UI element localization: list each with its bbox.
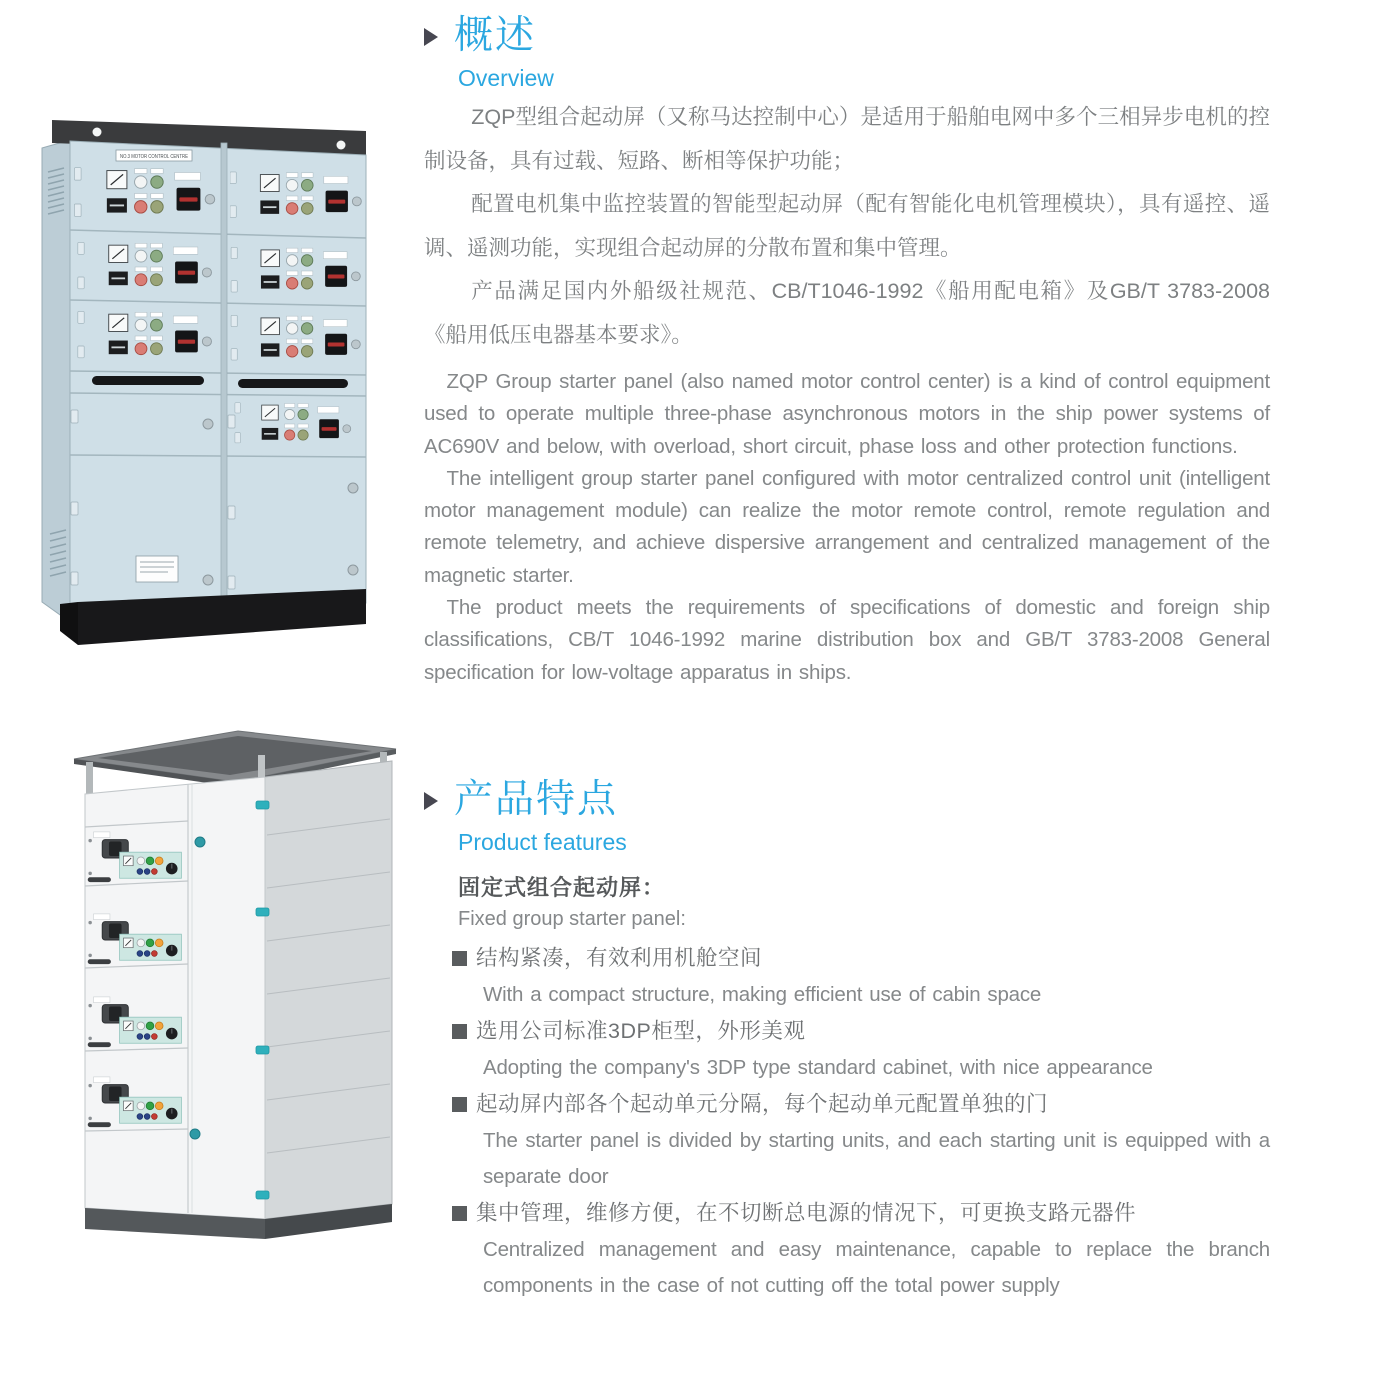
rating-nameplate	[136, 556, 178, 582]
section-arrow-icon	[424, 28, 438, 46]
cabinet1-illustration	[40, 110, 370, 655]
features-header	[424, 778, 627, 856]
feature-zh-text: 起动屏内部各个起动单元分隔，每个起动单元配置单独的门	[476, 1092, 1049, 1116]
square-bullet-icon	[452, 1097, 467, 1112]
cabinet1-label-plate	[116, 150, 192, 161]
door-lock	[348, 483, 358, 493]
overview-zh-paragraph: ZQP型组合起动屏（又称马达控制中心）是适用于船舶电网中多个三相异步电机的控制设备，具有过载、短路、断相等保护功能；	[424, 105, 1270, 173]
door-lock	[348, 565, 358, 575]
door-handle-bar	[238, 379, 348, 388]
feature-zh-text: 结构紧凑，有效利用机舱空间	[476, 946, 763, 970]
teal-knob	[190, 1129, 200, 1139]
door-lock	[203, 575, 213, 585]
feature-zh-text: 选用公司标准3DP柜型，外形美观	[476, 1019, 806, 1043]
door-lock	[203, 419, 213, 429]
square-bullet-icon	[452, 951, 467, 966]
door-handle-bar	[92, 376, 204, 385]
overview-titles	[438, 14, 554, 92]
overview-en-paragraph: The intelligent group starter panel configured with motor centralized control unit (intelligent motor management module) can realize the motor remote control, remote regulation and remote telemetry, and achieve dispersive arrangement and centralized management of the magnetic starter.	[424, 466, 1270, 587]
features-subtitle	[458, 872, 1270, 934]
overview-title-zh: 概述	[454, 14, 537, 57]
cabinet1-photo	[40, 110, 370, 655]
features-titles	[438, 778, 627, 856]
overview-zh-paragraph: 配置电机集中监控装置的智能型起动屏（配有智能化电机管理模块），具有遥控、遥调、遥测功能，实现组合起动屏的分散布置和集中管理。	[424, 192, 1270, 260]
cabinet1-side-panel	[42, 140, 70, 622]
overview-en-paragraph: The product meets the requirements of specifications of domestic and foreign ship classifications, CB/T 1046-1992 marine distribution box and GB/T 3783-2008 General specification for low-voltage apparatus in ships.	[424, 596, 1270, 684]
cabinet1-label-text: NO.3 MOTOR CONTROL CENTRE	[120, 154, 189, 160]
square-bullet-icon	[452, 1206, 467, 1221]
teal-knob	[195, 837, 205, 847]
cabinet2-side-panel	[265, 761, 392, 1219]
feature-zh	[452, 1086, 1270, 1123]
feature-en: With a compact structure, making efficient use of cabin space	[483, 983, 1042, 1006]
feature-zh-text: 集中管理，维修方便，在不切断总电源的情况下，可更换支路元器件	[476, 1201, 1137, 1225]
feature-item	[452, 1013, 1270, 1086]
feature-en: Adopting the company's 3DP type standard cabinet, with nice appearance	[483, 1056, 1153, 1079]
feature-en: Centralized management and easy maintenance, capable to replace the branch components in the case of not cutting off the total power supply	[483, 1238, 1270, 1297]
overview-en-paragraph: ZQP Group starter panel (also named motor control center) is a kind of control equipment used to operate multiple three-phase asynchronous motors in the ship power systems of AC690V and below, with overload, short circuit, phase loss and other protection functions.	[424, 370, 1270, 458]
section-arrow-icon	[424, 792, 438, 810]
cabinet2-illustration	[70, 715, 400, 1260]
features-title-en: Product features	[458, 828, 627, 855]
overview-title-en: Overview	[458, 64, 554, 91]
features-list	[452, 940, 1270, 1304]
feature-item	[452, 940, 1270, 1013]
feature-item	[452, 1086, 1270, 1195]
square-bullet-icon	[452, 1024, 467, 1039]
feature-zh	[452, 1013, 1270, 1050]
overview-header	[424, 14, 554, 92]
feature-zh	[452, 940, 1270, 977]
features-subtitle-zh: 固定式组合起动屏：	[458, 875, 666, 900]
features-title-zh: 产品特点	[454, 778, 619, 821]
feature-en: The starter panel is divided by starting units, and each starting unit is equipped with a separate door	[483, 1129, 1270, 1188]
column-divider	[221, 143, 227, 619]
feature-zh	[452, 1195, 1270, 1232]
overview-zh-paragraph: 产品满足国内外船级社规范、CB/T1046-1992《船用配电箱》及GB/T 3783-2008《船用低压电器基本要求》。	[424, 279, 1270, 347]
features-subtitle-en: Fixed group starter panel:	[458, 908, 686, 930]
overview-paragraphs-zh	[424, 96, 1270, 357]
cabinet2-photo	[70, 715, 400, 1260]
overview-paragraphs-en	[424, 366, 1270, 689]
feature-item	[452, 1195, 1270, 1304]
